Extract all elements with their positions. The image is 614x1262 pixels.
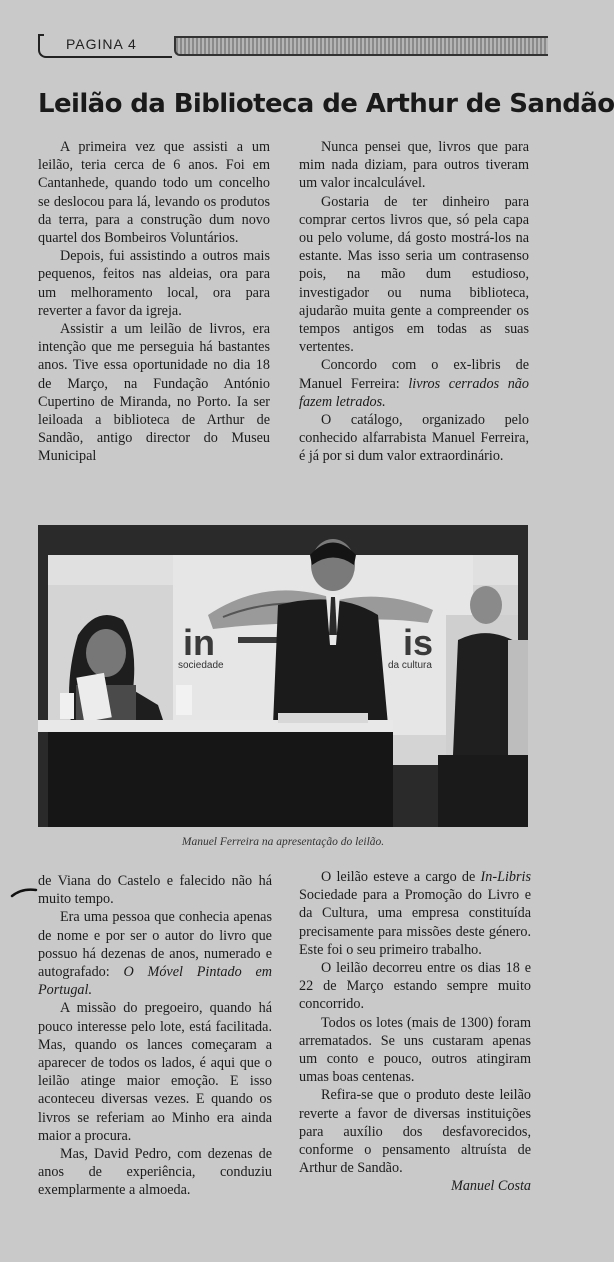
banner-logo-left: in [183,622,215,663]
paragraph: Mas, David Pedro, com dezenas de anos de experiência, conduziu exemplarmente a almoeda. [38,1146,272,1199]
company-name: In-Libris [480,869,531,885]
article-column-1 [38,138,270,466]
paragraph [299,356,529,411]
paragraph: Refira-se que o produto deste leilão reverte a favor de diversas instituições para auxílio dos desfavorecidos, conforme o pensamento altruísta de Arthur de Sandão. [299,1087,531,1177]
article-column-3 [38,872,272,1200]
paragraph: O catálogo, organizado pelo conhecido alfarrabista Manuel Ferreira, é já por si dum valor extraordinário. [299,412,529,465]
paragraph: Todos os lotes (mais de 1300) foram arrematados. Se uns custaram apenas um conto e pouco, outros atingiram umas boas centenas. [299,1014,531,1086]
paragraph: Nunca pensei que, livros que para mim nada diziam, para outros tiveram um valor incalculável. [299,139,529,192]
header-hatch-band [174,36,548,56]
article-photo [38,525,528,827]
banner-logo-right: is [403,622,434,663]
photo-caption: Manuel Ferreira na apresentação do leilão. [181,836,385,848]
book-intro: Era uma pessoa que conhecia apenas de nome e por ser o autor do livro que possuo há dezenas de anos, numerado e autografado: [38,909,272,981]
article-headline: Leilão da Biblioteca de Arthur de Sandão [38,89,614,119]
article-column-2 [299,138,529,466]
paragraph: O leilão decorreu entre os dias 18 e 22 de Março estando sempre muito concorrido. [299,960,531,1013]
paragraph-intro: O leilão esteve a cargo de [321,869,481,885]
page-number-label: PAGINA 4 [66,36,137,52]
paragraph: de Viana do Castelo e falecido não há muito tempo. [38,873,272,908]
banner-tagline-left: sociedade [178,660,224,671]
paragraph: Gostaria de ter dinheiro para comprar certos livros que, só pela capa ou pelo volume, dá gosto mostrá-los na estante. Mas isso seria um contrasenso pois, na mão dum estudioso, investigador ou numa biblioteca, ajudarão muita gente a compreender os tempos antigos em todas as suas vertentes. [299,193,529,356]
paragraph [299,868,531,959]
book-title: O Móvel Pintado em Portugal. [38,964,272,999]
article-column-4 [299,868,531,1196]
margin-pen-mark [10,886,40,900]
ex-libris-quote: livros cerrados não fazem letrados. [299,375,529,410]
paragraph: A missão do pregoeiro, quando há pouco interesse pelo lote, está facilitada. Mas, quando os lances começaram a aparecer de todos os lados, é aqui que o leilão atinge maior emoção. E isso aconteceu diversas vezes. E quando os livros se referiam ao Minho era ainda maior a procura. [38,1000,272,1144]
paragraph [38,908,272,999]
paragraph: A primeira vez que assisti a um leilão, teria cerca de 6 anos. Foi em Cantanhede, quando todo um concelho se deslocou para lá, levando os produtos da terra, para a construção dum novo quartel dos Bombeiros Voluntários. [38,139,270,247]
page-header [38,34,548,62]
banner-tagline-right: da cultura [388,660,432,671]
author-signature: Manuel Costa [451,1178,531,1195]
paragraph-rest: Sociedade para a Promoção do Livro e da Cultura, uma empresa constituída precisamente para missões deste género. Este foi o seu primeiro trabalho. [299,887,531,958]
quote-intro: Concordo com o ex-libris de Manuel Ferreira: [299,357,529,392]
paragraph: Depois, fui assistindo a outros mais pequenos, feitos nas aldeias, ora para um melhoramento local, ora para reverter a favor da igreja. [38,248,270,319]
paragraph: Assistir a um leilão de livros, era intenção que me perseguia há bastantes anos. Tive essa oportunidade no dia 18 de Março, na Fundação António Cupertino de Miranda, no Porto. Ia ser leiloada a biblioteca de Arthur de Sandão, antigo director do Museu Municipal [38,321,270,465]
